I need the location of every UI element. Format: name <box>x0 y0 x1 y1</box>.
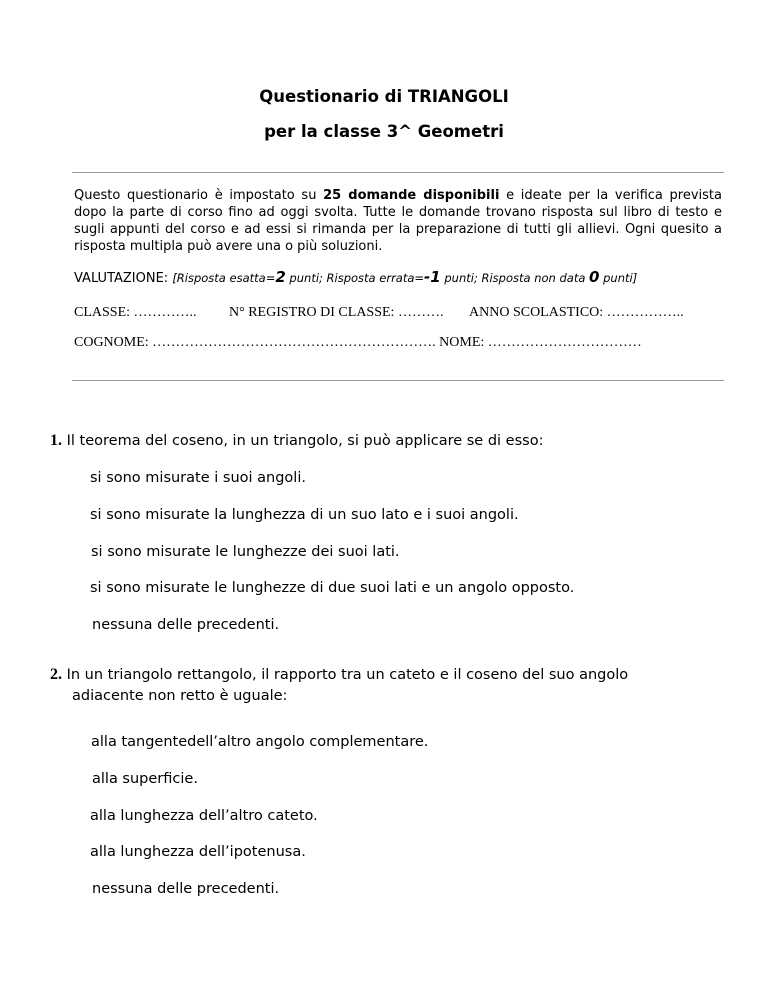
nondata-value: 0 <box>589 268 600 286</box>
question-text: Il teorema del coseno, in un triangolo, si può applicare se di esso: <box>66 433 544 449</box>
q2-option-2[interactable]: alla superficie. <box>92 771 198 787</box>
intro-paragraph <box>74 187 722 255</box>
question-1 <box>50 430 710 452</box>
question-text-cont: adiacente non retto è uguale: <box>72 688 288 704</box>
errata-value: -1 <box>424 268 441 286</box>
esatta-value: 2 <box>275 268 286 286</box>
q1-option-1[interactable]: si sono misurate i suoi angoli. <box>90 470 306 486</box>
nondata-post: punti] <box>599 271 638 285</box>
intro-bold: 25 domande disponibili <box>323 188 500 203</box>
page-subtitle: per la classe 3^ Geometri <box>264 122 504 141</box>
intro-text-2: e ideate per la verifica prevista dopo la parte di corso fino ad oggi svolta. Tutte le domande trovano risposta sul libro di testo e sugli appunti del corso e ad essi si rimanda per la preparazione di tutti gli allievi. Ogni quesito a risposta multipla può avere una o più soluzioni. <box>74 188 722 254</box>
esatta-pre: [Risposta esatta= <box>172 271 276 285</box>
q1-option-4[interactable]: si sono misurate le lunghezze di due suoi lati e un angolo opposto. <box>90 580 575 596</box>
q2-option-1[interactable]: alla tangentedell’altro angolo complementare. <box>91 734 429 750</box>
q2-option-3[interactable]: alla lunghezza dell’altro cateto. <box>90 808 318 824</box>
question-number: 2. <box>50 666 62 683</box>
classe-field[interactable]: CLASSE: ………….. <box>74 305 197 320</box>
valutazione-label: VALUTAZIONE: <box>74 271 173 286</box>
q1-option-2[interactable]: si sono misurate la lunghezza di un suo lato e i suoi angoli. <box>90 507 519 523</box>
top-divider <box>72 172 724 173</box>
intro-text-1: Questo questionario è impostato su <box>74 188 324 203</box>
page-title: Questionario di TRIANGOLI <box>259 87 509 106</box>
valutazione-line <box>74 268 637 286</box>
anno-field[interactable]: ANNO SCOLASTICO: …………….. <box>469 305 684 320</box>
q2-option-5[interactable]: nessuna delle precedenti. <box>92 881 280 897</box>
cognome-nome-field[interactable]: COGNOME: ……………………………………………………. NOME: …………………………… <box>74 335 642 350</box>
registro-field[interactable]: N° REGISTRO DI CLASSE: ………. <box>229 305 444 320</box>
question-text: In un triangolo rettangolo, il rapporto tra un cateto e il coseno del suo angolo <box>66 667 629 683</box>
q1-option-5[interactable]: nessuna delle precedenti. <box>92 617 280 633</box>
question-number: 1. <box>50 432 62 449</box>
q1-option-3[interactable]: si sono misurate le lunghezze dei suoi lati. <box>91 544 400 560</box>
bottom-divider <box>72 380 724 381</box>
question-2 <box>50 664 710 707</box>
esatta-post: punti; Risposta errata= <box>285 271 425 285</box>
errata-post: punti; Risposta non data <box>440 271 590 285</box>
q2-option-4[interactable]: alla lunghezza dell’ipotenusa. <box>90 844 306 860</box>
